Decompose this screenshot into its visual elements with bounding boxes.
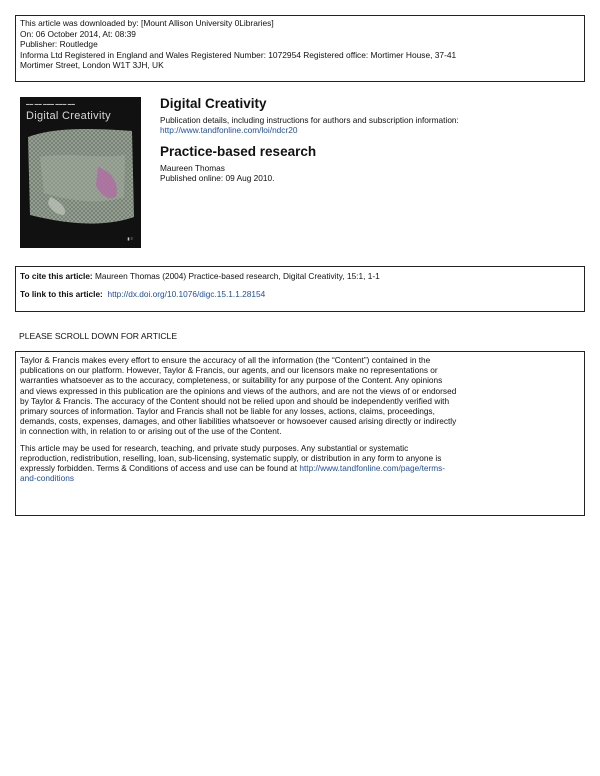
download-info-box — [15, 15, 585, 82]
cite-label: To cite this article: — [20, 271, 93, 281]
disclaimer-line: demands, costs, expenses, damages, and other liabilities whatsoever or howsoever caused arising directly or indirectly — [20, 416, 457, 427]
disclaimer-line: primary sources of information. Taylor and Francis shall not be liable for any losses, actions, claims, proceedings, — [20, 406, 435, 417]
article-meta — [160, 163, 274, 183]
cover-title: Digital Creativity — [26, 110, 111, 122]
journal-url-link[interactable]: http://www.tandfonline.com/loi/ndcr20 — [160, 125, 298, 136]
disclaimer-line: and views expressed in this publication are the opinions and views of the authors, and are not the views of or endorsed — [20, 385, 457, 396]
terms-link[interactable]: http://www.tandfonline.com/page/terms- — [299, 463, 446, 474]
publication-details — [160, 115, 459, 135]
publisher-logo-icon: ▮ ≡ — [127, 236, 133, 241]
cover-top-bar: ▬▬ ▬▬ ▬▬▬ ▬▬▬ ▬▬ — [26, 102, 76, 106]
cite-row — [20, 271, 580, 281]
download-info-line: This article was downloaded by: [Mount Allison University 0Libraries] — [20, 18, 274, 28]
scroll-notice: PLEASE SCROLL DOWN FOR ARTICLE — [19, 331, 178, 341]
usage-line: reproduction, redistribution, reselling, loan, sub-licensing, systematic supply, or distribution in any form to anyone is — [20, 452, 442, 463]
article-author: Maureen Thomas — [160, 163, 225, 173]
disclaimer-paragraph — [20, 355, 580, 437]
download-date-line: On: 06 October 2014, At: 08:39 — [20, 28, 136, 39]
doi-link[interactable]: http://dx.doi.org/10.1076/digc.15.1.1.28154 — [107, 289, 266, 300]
usage-line: expressly forbidden. Terms & Conditions of access and use can be found at — [20, 463, 300, 474]
address-line: Mortimer Street, London W1T 3JH, UK — [20, 60, 164, 71]
disclaimer-line: Taylor & Francis makes every effort to ensure the accuracy of all the information (the “Content”) contained in the — [20, 355, 431, 365]
usage-line: This article may be used for research, teaching, and private study purposes. Any substantial or systematic — [20, 442, 409, 453]
journal-title: Digital Creativity — [160, 96, 267, 111]
terms-link-continued[interactable]: and-conditions — [20, 473, 74, 484]
link-row — [20, 289, 580, 299]
article-title: Practice-based research — [160, 144, 317, 159]
journal-cover-image[interactable] — [20, 97, 141, 248]
publisher-line: Publisher: Routledge — [20, 39, 98, 50]
disclaimer-line: in connection with, in relation to or arising out of the use of the Content. — [20, 426, 282, 437]
publication-details-text: Publication details, including instructions for authors and subscription information: — [160, 115, 459, 125]
disclaimer-line: warranties whatsoever as to the accuracy, completeness, or suitability for any purpose of the Content. Any opinions — [20, 375, 443, 386]
link-label: To link to this article: — [20, 289, 103, 300]
cite-text: Maureen Thomas (2004) Practice-based research, Digital Creativity, 15:1, 1-1 — [95, 271, 380, 281]
registration-line: Informa Ltd Registered in England and Wales Registered Number: 1072954 Registered office: Mortimer House, 37-41 — [20, 49, 457, 60]
published-date: Published online: 09 Aug 2010. — [160, 173, 275, 184]
terms-box — [15, 351, 585, 516]
citation-box — [15, 266, 585, 312]
disclaimer-line: by Taylor & Francis. The accuracy of the Content should not be relied upon and should be independently verified with — [20, 395, 450, 406]
usage-paragraph — [20, 443, 580, 484]
disclaimer-line: publications on our platform. However, Taylor & Francis, our agents, and our licensors make no representations or — [20, 365, 438, 376]
